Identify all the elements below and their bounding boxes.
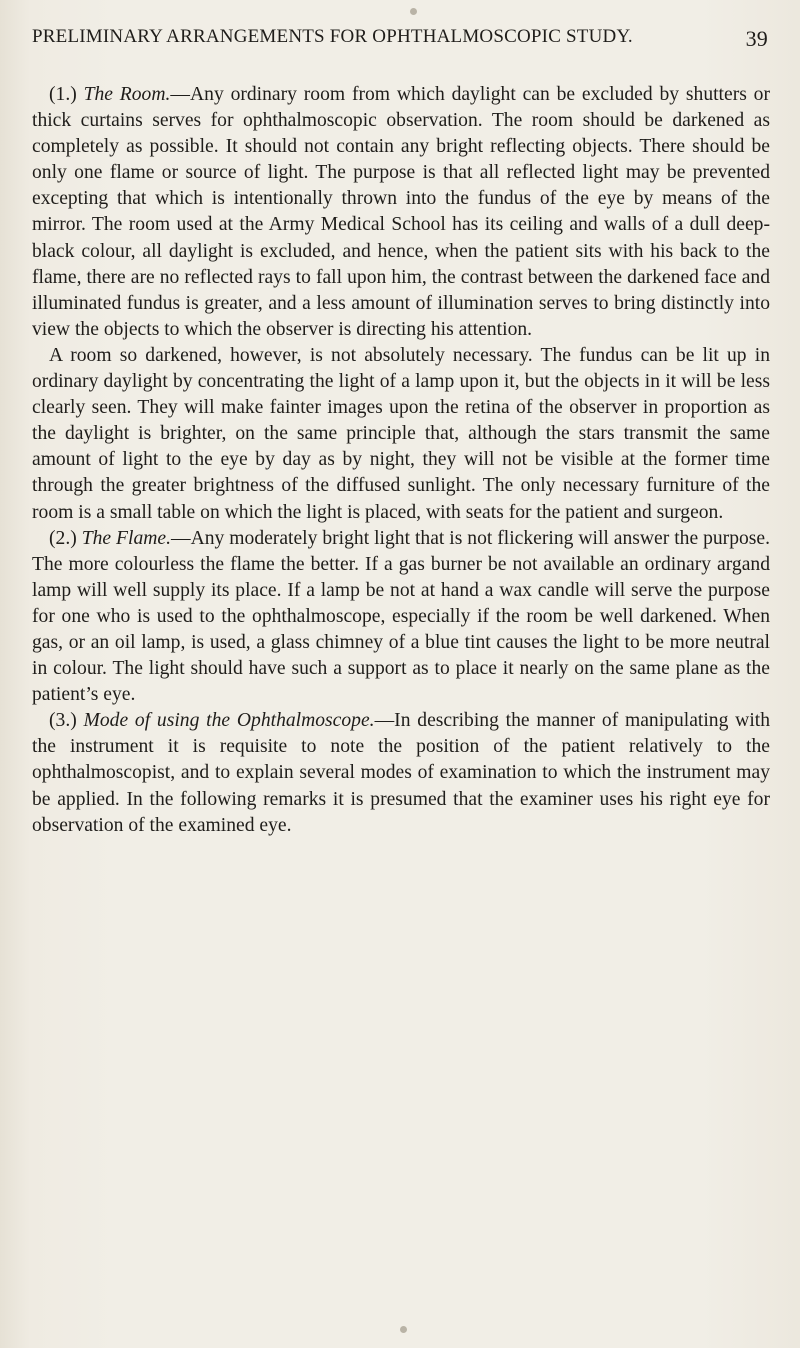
page-speck [400,1326,407,1333]
body-text [32,82,770,839]
paragraph-text: —Any moderately bright light that is not flickering will answer the purpose. The more colourless the flame the better. If a gas burner be not available an ordinary argand lamp will well supply its place. If a lamp be not at hand a wax candle will serve the purpose for one who is used to the ophthalmoscope, especially if the room be well darkened. When gas, or an oil lamp, is used, a glass chimney of a blue tint causes the light to be more neutral in colour. The light should have such a support as to place it nearly on the same plane as the patient’s eye. [32,527,771,706]
paragraph-room [32,82,770,343]
paragraph-text: —In describing the manner of manipulating with the instrument it is requisite to note the position of the patient relatively to the ophthalmoscopist, and to explain several modes of examination to which the instrument may be applied. In the following remarks it is presumed that the examiner uses his right eye for observation of the examined eye. [32,710,771,836]
page-speck [410,8,417,15]
paragraph-text: A room so darkened, however, is not absolutely necessary. The fundus can be lit up in ordinary daylight by concentrating the light of a lamp upon it, but the objects in it will be less clearly seen. They will make fainter images upon the retina of the observer in proportion as the daylight is brighter, on the same principle that, although the stars transmit the same amount of light to the eye by day as by night, they will not be visible at the former time through the greater brightness of the diffused sunlight. The only necessary furniture of the room is a small table on which the light is placed, with seats for the patient and surgeon. [32,344,770,523]
paragraph-number: (3.) [49,710,77,732]
paragraph-flame [32,526,770,709]
paragraph-mode-of-using [32,708,770,838]
running-header [32,26,768,51]
paragraph-heading: Mode of using the Ophthalmoscope. [83,710,375,732]
paragraph-darkened-room [32,343,770,526]
paragraph-heading: The Flame. [81,527,171,549]
paragraph-text: —Any ordinary room from which daylight can be excluded by shutters or thick curtains serves for ophthalmoscopic observation. The room should be darkened as completely as possible. It should not contain any bright reflecting objects. There should be only one flame or source of light. The purpose is that all reflected light may be prevented excepting that which is intentionally thrown into the fundus of the eye by means of the mirror. The room used at the Army Medical School has its ceiling and walls of a dull deep-black colour, all daylight is excluded, and hence, when the patient sits with his back to the flame, there are no reflected rays to fall upon him, the contrast between the darkened face and illuminated fundus is greater, and a less amount of illumination serves to bring distinctly into view the objects to which the observer is directing his attention. [32,84,770,340]
paragraph-heading: The Room. [83,84,171,105]
paragraph-number: (1.) [49,84,77,105]
page-number: 39 [745,26,768,51]
running-title: PRELIMINARY ARRANGEMENTS FOR OPHTHALMOSCOPIC STUDY. [32,26,633,47]
paragraph-number: (2.) [49,527,77,549]
